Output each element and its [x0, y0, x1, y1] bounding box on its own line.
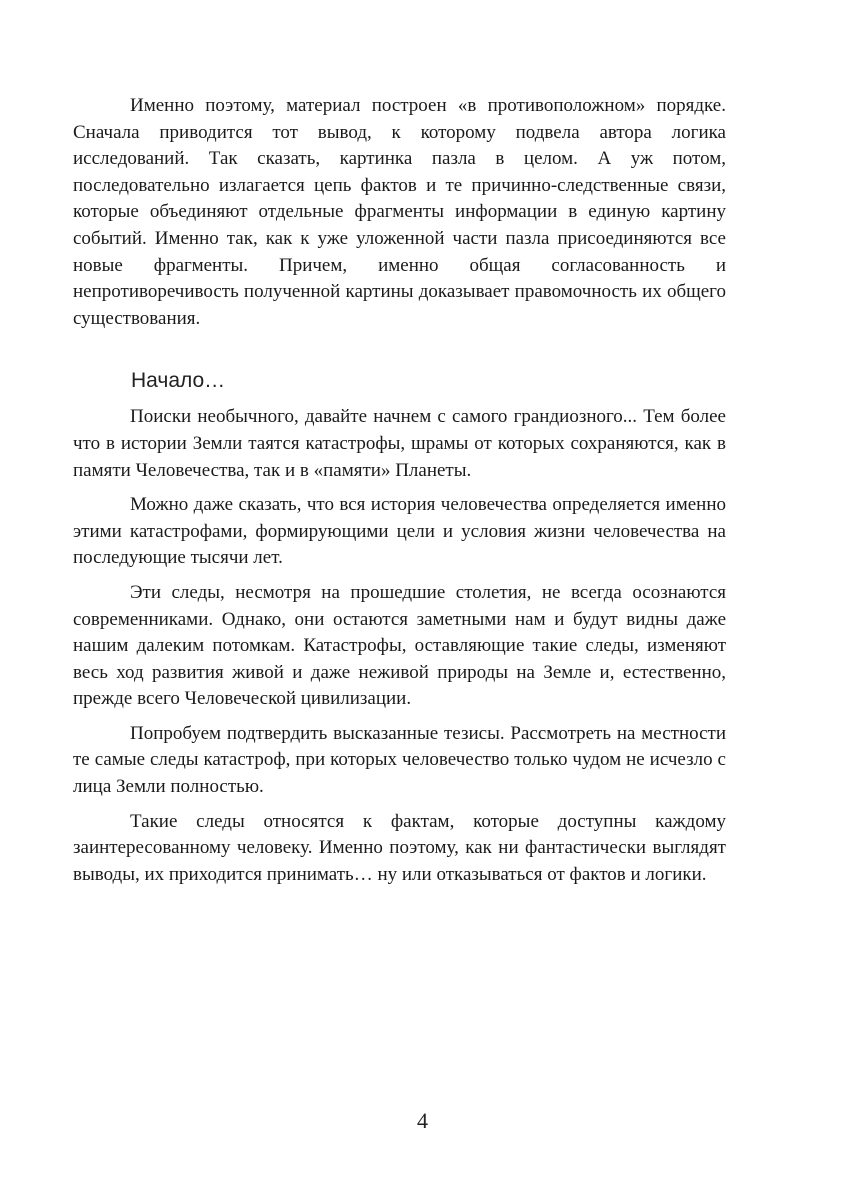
body-paragraph-5: Такие следы относятся к фактам, которые доступны каждому заинтересованному человеку. Именно поэтому, как ни фантастически выглядят выводы, их приходится принимать… ну или отказываться от фактов и логики. — [73, 810, 726, 885]
body-paragraph-4: Попробуем подтвердить высказанные тезисы. Рассмотреть на местности те самые следы катастроф, при которых человечество только чудом не исчезло с лица Земли полностью. — [73, 722, 726, 798]
body-paragraph-1: Поиски необычного, давайте начнем с самого грандиозного... Тем более что в истории Земли таятся катастрофы, шрамы от которых сохраняются, как в памяти Человечества, так и в «памяти» Планеты. — [73, 406, 726, 481]
section-heading: Начало… — [131, 369, 226, 393]
body-paragraph-2: Можно даже сказать, что вся история человечества определяется именно этими катастрофами, формирующими цели и условия жизни человечества на последующие тысячи лет. — [73, 494, 726, 569]
intro-paragraph: Именно поэтому, материал построен «в противоположном» порядке. Сначала приводится тот вывод, к которому подвела автора логика исследований. Так сказать, картинка пазла в целом. А уж потом, последовательно излагается цепь фактов и те причинно-следственные связи, которые объединяют отдельные фрагменты информации в единую картину событий. Именно так, как к уже уложенной части пазла присоединяются все новые фрагменты. Причем, именно общая согласованность и непротиворечивость полученной картины доказывает правомочность их общего существования. — [73, 95, 726, 329]
body-paragraph-3: Эти следы, несмотря на прошедшие столетия, не всегда осознаются современниками. Однако, они остаются заметными нам и будут видны даже нашим далеким потомкам. Катастрофы, оставляющие такие следы, изменяют весь ход развития живой и даже неживой природы на Земле и, естественно, прежде всего Человеческой цивилизации. — [73, 581, 726, 710]
page-number: 4 — [417, 1108, 428, 1133]
document-page — [73, 93, 726, 888]
